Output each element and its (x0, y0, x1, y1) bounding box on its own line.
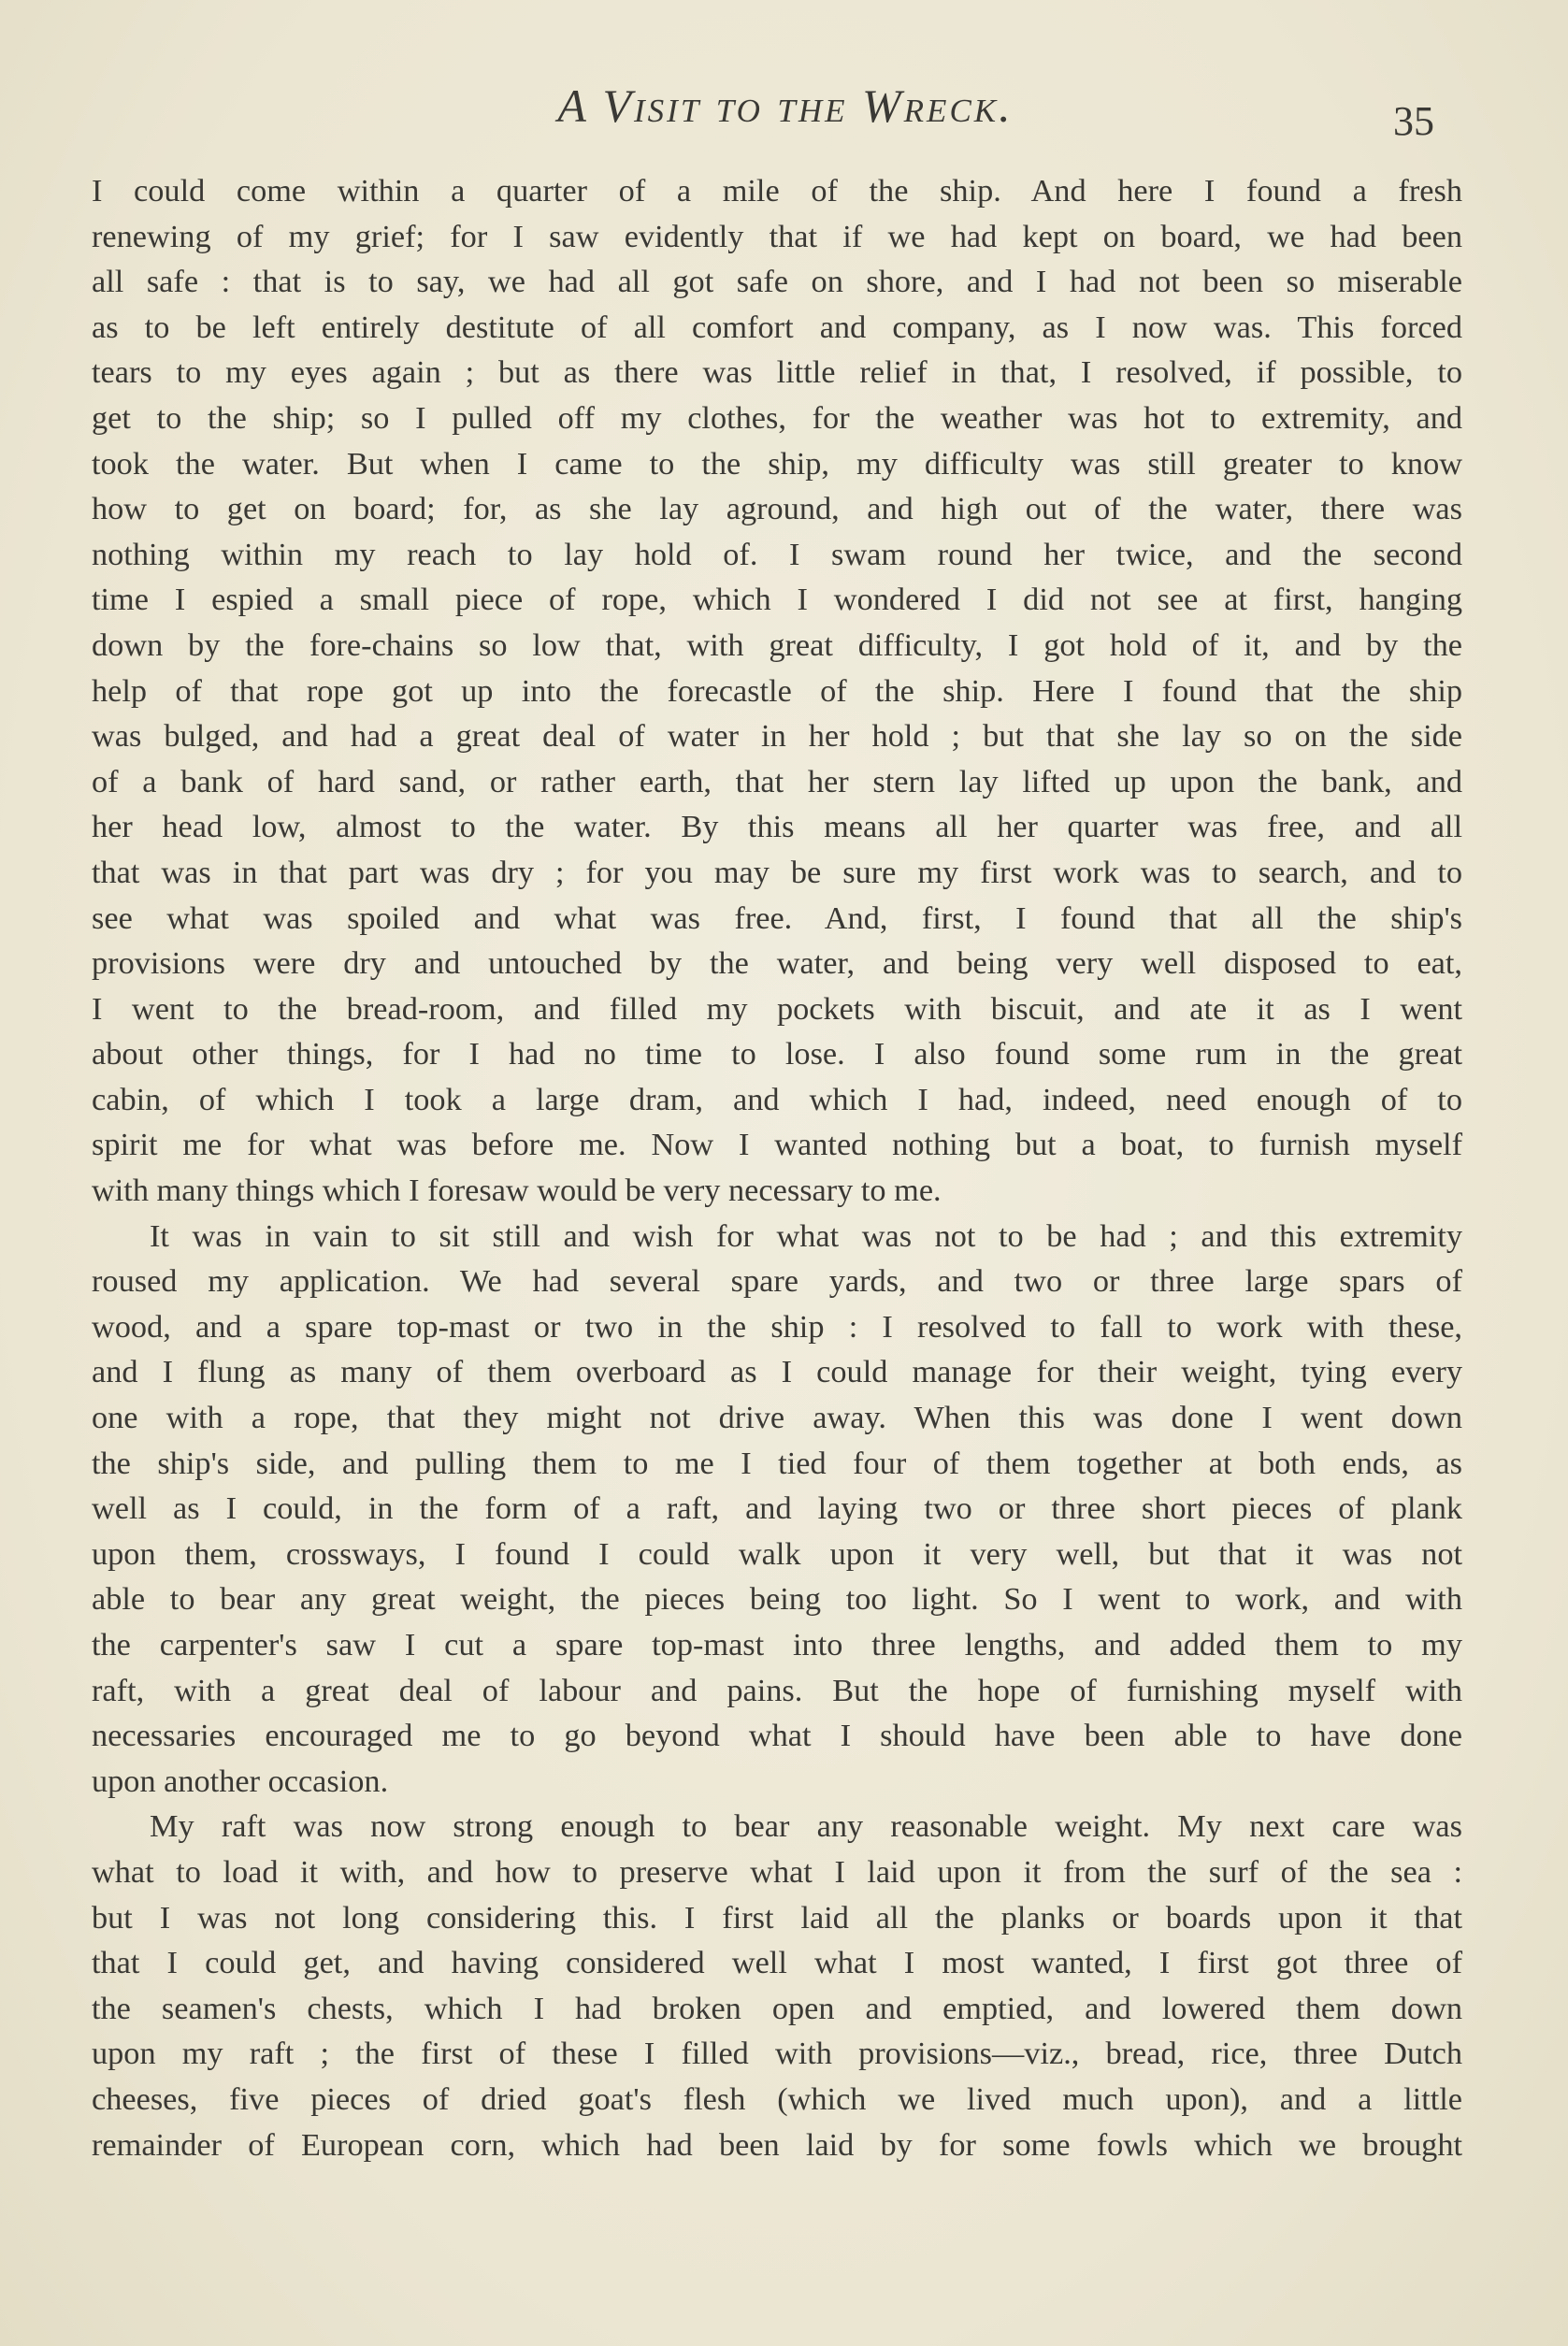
page-number: 35 (1393, 98, 1434, 144)
text-line: of a bank of hard sand, or rather earth, that her stern lay lifted up upon the bank, and (92, 763, 1462, 799)
text-line: I went to the bread-room, and filled my pockets with biscuit, and ate it as I went (92, 990, 1462, 1027)
text-line: was bulged, and had a great deal of water in her hold ; but that she lay so on the side (92, 718, 1462, 755)
text-line: upon another occasion. (92, 1763, 389, 1799)
text-line: but I was not long considering this. I first laid all the planks or boards upon it that (92, 1899, 1462, 1936)
text-line: help of that rope got up into the forecastle of the ship. Here I found that the ship (92, 672, 1462, 709)
text-line: the carpenter's saw I cut a spare top-mast into three lengths, and added them to my (92, 1627, 1462, 1662)
text-line: renewing of my grief; for I saw evidently that if we had kept on board, we had been (92, 218, 1462, 254)
text-line: wood, and a spare top-mast or two in the ship : I resolved to fall to work with these, (92, 1308, 1462, 1345)
text-line: cheeses, five pieces of dried goat's flesh (which we lived much upon), and a little (92, 2080, 1462, 2117)
text-line: provisions were dry and untouched by the water, and being very well disposed to eat, (92, 945, 1462, 982)
text-line: the ship's side, and pulling them to me I tied four of them together at both ends, as (92, 1445, 1462, 1481)
text-line: spirit me for what was before me. Now I wanted nothing but a boat, to furnish myself (92, 1127, 1462, 1163)
text-line: nothing within my reach to lay hold of. I swam round her twice, and the second (92, 536, 1462, 572)
text-line: necessaries encouraged me to go beyond what I should have been able to have done (92, 1718, 1462, 1754)
text-line: one with a rope, that they might not drive away. When this was done I went down (92, 1400, 1462, 1436)
text-line: get to the ship; so I pulled off my clothes, for the weather was hot to extremity, and (92, 399, 1462, 436)
text-line: took the water. But when I came to the ship, my difficulty was still greater to know (92, 445, 1462, 482)
text-line: remainder of European corn, which had been laid by for some fowls which we brought (92, 2126, 1462, 2163)
text-line: the seamen's chests, which I had broken open and emptied, and lowered them down (92, 1990, 1462, 2026)
text-line: My raft was now strong enough to bear any reasonable weight. My next care was (150, 1808, 1462, 1845)
text-line: see what was spoiled and what was free. And, first, I found that all the ship's (92, 900, 1462, 936)
text-line: tears to my eyes again ; but as there was little relief in that, I resolved, if possible, to (92, 354, 1462, 391)
text-line: time I espied a small piece of rope, which I wondered I did not see at first, hanging (92, 582, 1462, 618)
text-line: upon them, crossways, I found I could walk upon it very well, but that it was not (92, 1535, 1462, 1572)
text-line: what to load it with, and how to preserve what I laid upon it from the surf of the sea : (92, 1853, 1462, 1890)
text-line: I could come within a quarter of a mile of the ship. And here I found a fresh (92, 173, 1462, 209)
running-head: A Visit to the Wreck. (557, 79, 1014, 132)
text-line: down by the fore-chains so low that, with great difficulty, I got hold of it, and by the (92, 626, 1462, 663)
text-line: with many things which I foresaw would be very necessary to me. (92, 1173, 942, 1209)
text-line: how to get on board; for, as she lay aground, and high out of the water, there was (92, 491, 1462, 527)
text-line: that was in that part was dry ; for you may be sure my first work was to search, and to (92, 854, 1462, 890)
text-line: about other things, for I had no time to lose. I also found some rum in the great (92, 1036, 1462, 1072)
text-line: upon my raft ; the first of these I filled with provisions—viz., bread, rice, three Dutch (92, 2036, 1462, 2072)
body-text (92, 168, 1462, 2167)
text-line: her head low, almost to the water. By this means all her quarter was free, and all (92, 809, 1462, 845)
text-line: well as I could, in the form of a raft, and laying two or three short pieces of plank (92, 1490, 1462, 1527)
text-line: It was in vain to sit still and wish for what was not to be had ; and this extremity (150, 1217, 1462, 1254)
text-line: as to be left entirely destitute of all comfort and company, as I now was. This forced (92, 309, 1462, 345)
text-line: able to bear any great weight, the pieces being too light. So I went to work, and with (92, 1581, 1462, 1618)
text-line: and I flung as many of them overboard as I could manage for their weight, tying every (92, 1354, 1462, 1390)
text-line: all safe : that is to say, we had all got safe on shore, and I had not been so miserable (92, 264, 1462, 300)
text-line: that I could get, and having considered well what I most wanted, I first got three of (92, 1945, 1462, 1981)
text-line: roused my application. We had several spare yards, and two or three large spars of (92, 1263, 1462, 1300)
text-line: raft, with a great deal of labour and pains. But the hope of furnishing myself with (92, 1672, 1462, 1708)
text-line: cabin, of which I took a large dram, and which I had, indeed, need enough of to (92, 1081, 1462, 1117)
